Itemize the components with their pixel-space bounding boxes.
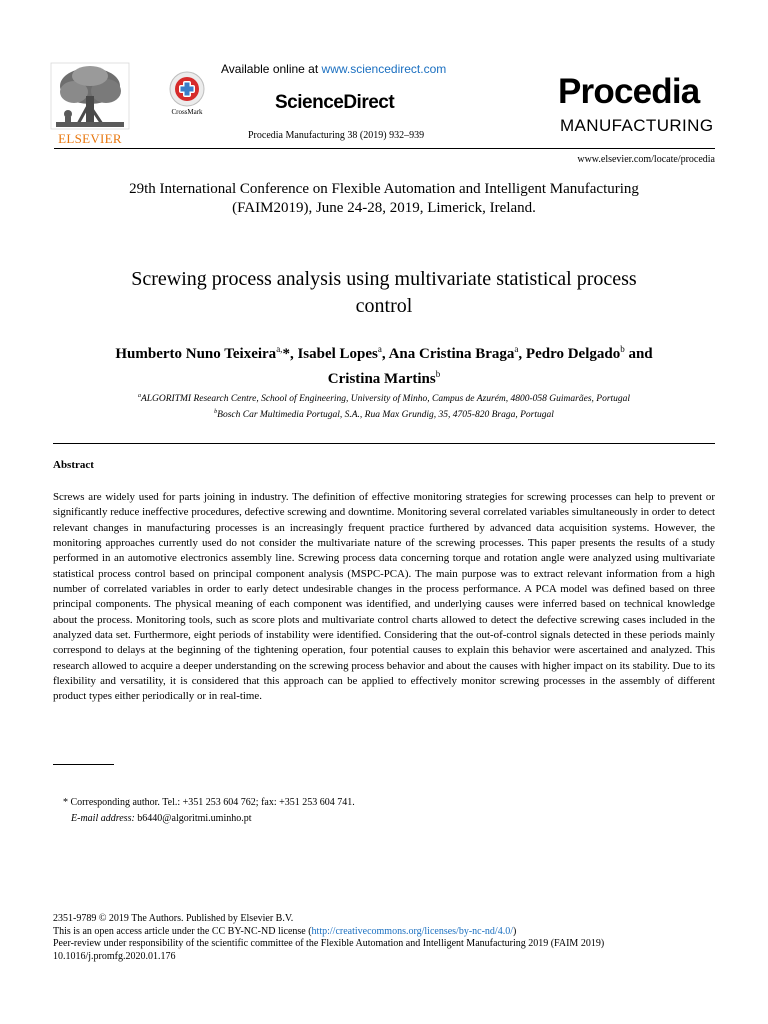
affiliation-item [60, 390, 708, 406]
elsevier-wordmark: ELSEVIER [58, 131, 122, 146]
email-note [71, 813, 252, 824]
procedia-logo-title: Procedia [558, 72, 700, 111]
crossmark-label: CrossMark [171, 108, 203, 116]
affiliation-item [60, 406, 708, 422]
affiliation-text: Bosch Car Multimedia Portugal, S.A., Rua Max Grundig, 35, 4705-820 Braga, Portugal [217, 410, 554, 421]
author-affiliation-mark: a, [276, 344, 283, 354]
footnote-rule [53, 764, 114, 765]
availability-prefix: Available online at [221, 62, 322, 76]
license-prefix: This is an open access article under the CC BY-NC-ND license ( [53, 925, 312, 937]
paper-title [60, 266, 708, 320]
author-name: Cristina Martins [327, 371, 436, 387]
availability-line [221, 62, 446, 76]
affiliation-text: ALGORITMI Research Centre, School of Engineering, University of Minho, Campus de Azurém, 4800-058 Guimarães, Portugal [140, 394, 631, 405]
affiliations [60, 390, 708, 422]
affiliation-mark: b [214, 409, 218, 416]
elsevier-locate-link[interactable]: www.elsevier.com/locate/procedia [577, 154, 715, 165]
sciencedirect-wordmark: ScienceDirect [275, 92, 395, 113]
author-separator: , [518, 346, 526, 362]
author-line-1 [60, 339, 708, 364]
copyright-footer [53, 913, 723, 963]
license-line [53, 926, 723, 939]
abstract-heading: Abstract [53, 459, 94, 471]
conference-info [60, 180, 708, 218]
copyright-line: 2351-9789 © 2019 The Authors. Published by Elsevier B.V. [53, 913, 294, 924]
license-suffix: ) [512, 925, 517, 937]
corresponding-author-note: * Corresponding author. Tel.: +351 253 604 762; fax: +351 253 604 741. [63, 797, 355, 808]
peer-review-line: Peer-review under responsibility of the scientific committee of the Flexible Automation and Intelligent Manufacturing 2019 (FAIM 2019) [53, 938, 605, 949]
email-address[interactable]: b6440@algoritmi.uminho.pt [134, 813, 252, 824]
paper-title-line-2: control [355, 295, 413, 317]
author-separator: *, [282, 346, 298, 362]
license-link[interactable]: http://creativecommons.org/licenses/by-nc-nd/4.0/ [311, 925, 513, 937]
header-divider [54, 148, 715, 149]
author-name: Isabel Lopes [297, 346, 378, 362]
email-label: E-mail address: [71, 813, 135, 824]
author-separator: , [381, 346, 389, 362]
affiliation-mark: a [137, 393, 141, 399]
doi-line[interactable]: 10.1016/j.promfg.2020.01.176 [53, 950, 176, 962]
author-line-2 [60, 364, 708, 389]
author-name: Humberto Nuno Teixeira [115, 346, 277, 362]
author-name: Pedro Delgado [525, 346, 621, 362]
author-affiliation-mark: a [377, 344, 382, 354]
conference-line-1: 29th International Conference on Flexible Automation and Intelligent Manufacturing [129, 181, 639, 197]
author-name: Ana Cristina Braga [388, 346, 515, 362]
journal-reference: Procedia Manufacturing 38 (2019) 932–939 [248, 130, 425, 141]
author-affiliation-mark: b [620, 344, 625, 354]
author-affiliation-mark: a [514, 344, 519, 354]
author-separator: and [624, 346, 653, 362]
author-affiliation-mark: b [435, 369, 441, 379]
conference-line-2: (FAIM2019), June 24-28, 2019, Limerick, Ireland. [232, 200, 536, 216]
procedia-logo-subtitle: MANUFACTURING [560, 116, 714, 135]
author-list [60, 339, 708, 389]
paper-title-line-1: Screwing process analysis using multivariate statistical process [131, 268, 637, 290]
abstract-divider [53, 443, 715, 444]
abstract-text: Screws are widely used for parts joining in industry. The definition of effective monitoring strategies for screwing processes can help to prevent or significantly reduce ineffective procedures, defective screwing and downtime. Monitoring several correlated variables simultaneously in order to detect relevant changes in manufacturing processes is an increasingly frequent practice furthered by advanced data acquisition systems. However, the monitoring approaches currently used do not consider the multivariate nature of the screwing processes. This paper presents the results of a study performed in an automotive electronics assembly line. Screwing process data concerning torque and rotation angle were analyzed using multivariate statistical process control based on principal component analysis (MSPC-PCA). The main purpose was to extract relevant information from a high number of correlated variables in order to early detect undesirable changes in the process performance. A PCA model was defined based on three principal components. The physical meaning of each component was identified, and underlying causes were inferred based on technical knowledge about the process. Monitoring tools, such as score plots and multivariate control charts allowed to detect the defective screwing cases included in the analyzed data set. Furthermore, eight periods of instability were identified. Considering that the out-of-control signals detected in these periods mainly correspond to delays at the beginning of the tightening operation, four potential causes to explain this behavior were ascertained and analyzed. This research allowed to acquire a deeper understanding on the screwing process behavior and about the causes with higher impact on its stability. Due to its flexibility and versatility, it is considered that this approach can be applied to effectively monitor screwing processes in the assembly of different product types either periodically or in real-time. [53, 491, 715, 703]
sciencedirect-link[interactable]: www.sciencedirect.com [321, 62, 447, 76]
